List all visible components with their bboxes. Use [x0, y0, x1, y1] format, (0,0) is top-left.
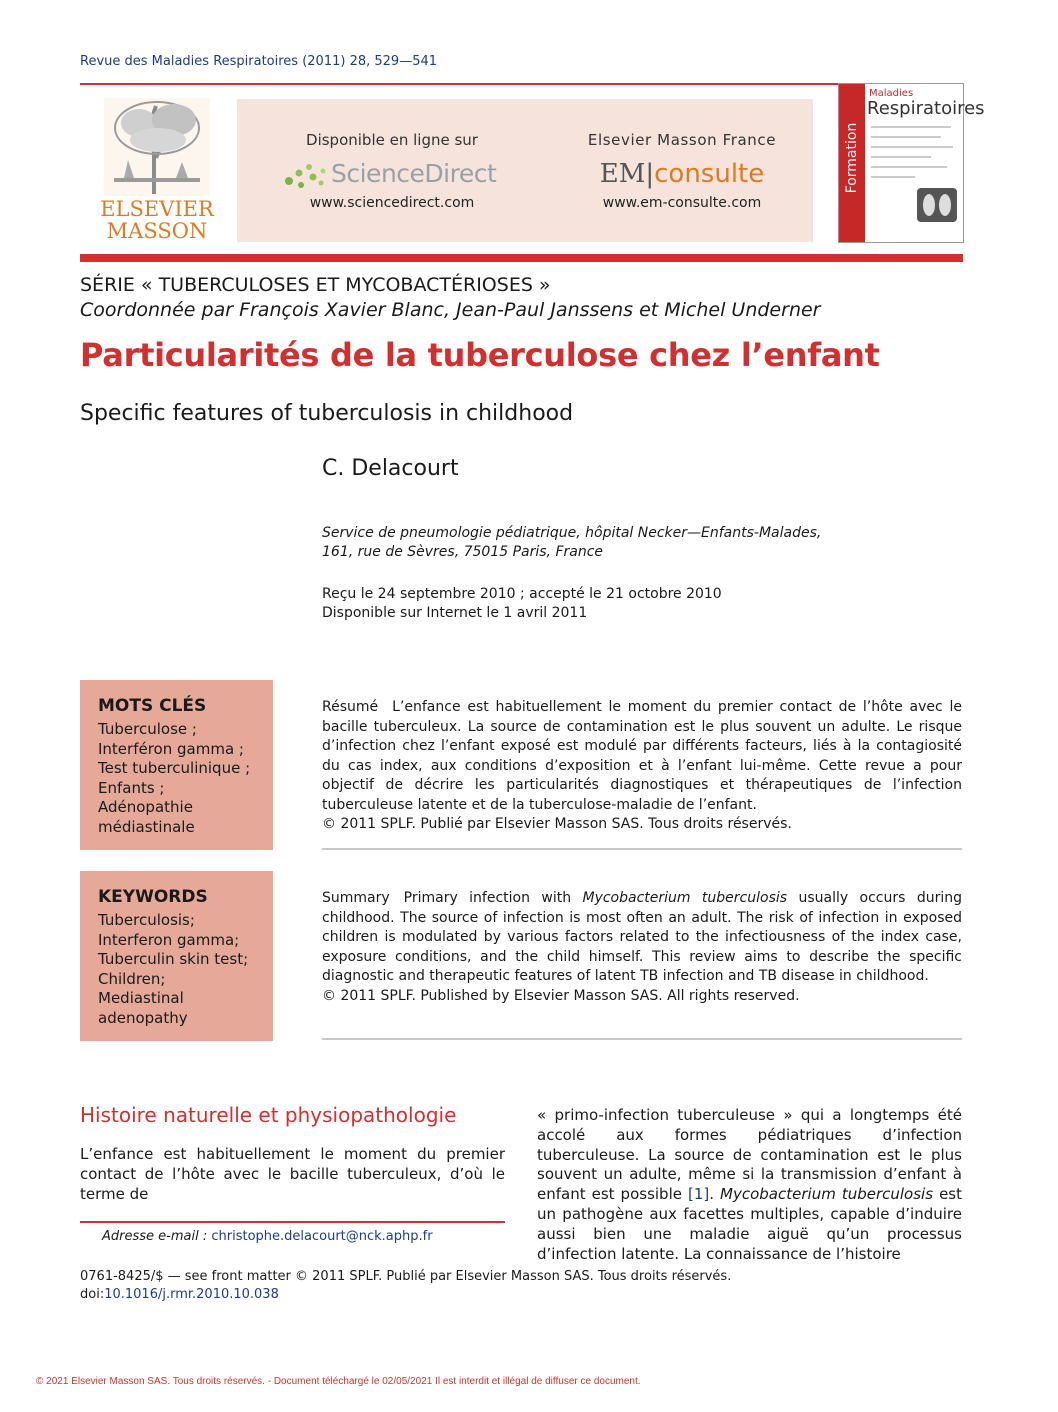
sciencedirect-logo — [277, 155, 507, 195]
em-consulte-block[interactable] — [567, 131, 797, 211]
keyword-item: Test tuberculinique ; — [98, 759, 251, 777]
cover-line — [871, 126, 951, 128]
keywords-list — [98, 911, 248, 1028]
keyword-item: Adénopathie — [98, 798, 193, 816]
footnote-label: Adresse e-mail : — [102, 1229, 208, 1244]
front-matter-line: 0761-8425/$ — see front matter © 2011 SPLF. Publié par Elsevier Masson SAS. Tous droits réservés. — [80, 1269, 732, 1284]
cover-band-label: Formation — [844, 122, 860, 194]
sciencedirect-block[interactable] — [277, 131, 507, 211]
sciencedirect-url[interactable]: www.sciencedirect.com — [309, 195, 475, 211]
doi-link[interactable]: 10.1016/j.rmr.2010.10.038 — [104, 1287, 279, 1302]
cover-band — [839, 84, 865, 242]
cover-line — [871, 156, 931, 158]
cover-line — [871, 146, 953, 148]
keyword-item: Tuberculin skin test; — [98, 950, 249, 968]
mots-cles-list — [98, 720, 250, 837]
sciencedirect-name: ScienceDirect — [331, 159, 497, 188]
sciencedirect-dots-icon — [281, 161, 331, 191]
abstract-divider — [322, 1038, 962, 1040]
keyword-item: médiastinale — [98, 817, 195, 836]
affiliation-line: Service de pneumologie pédiatrique, hôpital Necker—Enfants-Malades, — [322, 525, 822, 541]
em-consulte-url[interactable]: www.em-consulte.com — [602, 195, 762, 211]
em-logo-left: EM — [599, 159, 646, 189]
author-email-link[interactable]: christophe.delacourt@nck.aphp.fr — [211, 1229, 433, 1244]
body-text: est un pathogène aux facettes multiples, capable d’induire aussi bien une maladie aiguë qu’un processus d’infection latente. La connaissance de l’histoire — [537, 1185, 962, 1263]
cover-title: Respiratoires — [867, 98, 985, 119]
abstract-divider — [322, 848, 962, 850]
summary-lead: Summary — [322, 890, 390, 906]
keywords-box — [80, 871, 273, 1041]
article-subtitle: Specific features of tuberculosis in childhood — [80, 401, 574, 426]
doi-line — [80, 1287, 279, 1302]
em-logo-right: consulte — [654, 159, 765, 189]
keyword-item: Mediastinal — [98, 989, 184, 1007]
series-label: SÉRIE « TUBERCULOSES ET MYCOBACTÉRIOSES » — [80, 274, 551, 296]
summary-text-italic: Mycobacterium tuberculosis — [582, 890, 788, 906]
resume-copyright: © 2011 SPLF. Publié par Elsevier Masson SAS. Tous droits réservés. — [322, 816, 792, 832]
doi-label: doi: — [80, 1287, 105, 1302]
body-column-left: L’enfance est habituellement le moment du premier contact de l’hôte avec le bacille tuberculeux, d’où le terme de — [80, 1145, 505, 1203]
article-title: Particularités de la tuberculose chez l’enfant — [80, 336, 880, 374]
affiliation-line: 161, rue de Sèvres, 75015 Paris, France — [322, 544, 604, 560]
keyword-item: Interferon gamma; — [98, 930, 240, 949]
logo-word-masson: MASSON — [106, 219, 208, 243]
resume-text: L’enfance est habituellement le moment du premier contact de l’hôte avec le bacille tuberculeux. La source de contamination est le plus souvent un adulte. Le risque d’infection chez l’enfant exposé est modulé par différents facteurs, liés à la contagiosité du cas index, aux conditions d’exposition et à l’enfant lui-même. Cette revue a pour objectif de décrire les particularités diagnostiques et thérapeutiques de l’infection tuberculeuse latente et de la tuberculose-maladie de l’enfant. — [322, 699, 962, 813]
cover-line — [871, 136, 941, 138]
cover-title-small: Maladies — [869, 88, 914, 99]
summary-abstract — [322, 889, 962, 1006]
keyword-item: adenopathy — [98, 1008, 188, 1027]
keyword-item: Enfants ; — [98, 778, 165, 797]
header-top-rule — [80, 83, 963, 85]
resume-abstract — [322, 698, 962, 835]
sciencedirect-available-label: Disponible en ligne sur — [306, 131, 478, 149]
journal-reference: Revue des Maladies Respiratoires (2011) 28, 529—541 — [80, 54, 438, 69]
summary-copyright: © 2011 SPLF. Published by Elsevier Masson SAS. All rights reserved. — [322, 987, 800, 1004]
em-logo-separator: | — [645, 159, 655, 189]
mots-cles-box — [80, 680, 273, 850]
header-bottom-rule — [80, 254, 963, 262]
em-publisher-label: Elsevier Masson France — [587, 131, 777, 149]
cover-line — [871, 166, 947, 168]
keyword-item: Interféron gamma ; — [98, 739, 244, 758]
elsevier-tree-icon — [104, 98, 210, 196]
section-heading: Histoire naturelle et physiopathologie — [80, 1103, 457, 1127]
keywords-title: KEYWORDS — [98, 887, 208, 907]
journal-cover-image — [838, 83, 985, 243]
body-text-italic: Mycobacterium tuberculosis — [720, 1185, 934, 1204]
cover-xray-image — [917, 188, 957, 222]
em-consulte-logo — [567, 159, 797, 189]
series-coordinators: Coordonnée par François Xavier Blanc, Jean-Paul Janssens et Michel Underner — [80, 299, 821, 321]
keyword-item: Tuberculose ; — [98, 720, 197, 738]
publisher-banner — [237, 99, 813, 242]
received-accepted-date: Reçu le 24 septembre 2010 ; accepté le 21 octobre 2010 — [322, 586, 722, 602]
summary-text-after: usually occurs during childhood. The source of infection is most often an adult. The risk of infection in exposed children is modulated by various factors related to the infectiousness of the index case, exposure conditions, and the child himself. This review aims to describe the specific diagnostic and therapeutic features of latent TB infection and TB disease in childhood. — [322, 890, 962, 984]
elsevier-masson-logo — [92, 98, 222, 248]
author-name: C. Delacourt — [322, 456, 459, 481]
keyword-item: Tuberculosis; — [98, 911, 195, 929]
reference-link[interactable]: [1] — [688, 1185, 710, 1204]
body-text: « primo-infection tuberculeuse » qui a longtemps été accolé aux formes pédiatriques d’infection tuberculeuse. La source de contamination est le plus souvent un adulte, même si la transmission d’enfant à enfant est possible — [537, 1106, 962, 1204]
summary-text-before: Primary infection with — [403, 890, 583, 906]
keyword-item: Children; — [98, 969, 166, 988]
author-affiliation — [322, 524, 821, 562]
body-column-right — [537, 1106, 962, 1264]
mots-cles-title: MOTS CLÉS — [98, 696, 207, 716]
article-dates — [322, 585, 722, 623]
resume-lead: Résumé — [322, 699, 379, 715]
footnote-rule — [80, 1221, 505, 1223]
logo-word-elsevier: ELSEVIER — [100, 197, 214, 221]
download-watermark-note: © 2021 Elsevier Masson SAS. Tous droits réservés. - Document téléchargé le 02/05/2021 Il est interdit et illégal de diffuser ce document. — [36, 1376, 641, 1387]
online-date: Disponible sur Internet le 1 avril 2011 — [322, 605, 588, 621]
body-text: . — [709, 1185, 721, 1204]
cover-line — [871, 176, 915, 178]
footnote — [102, 1229, 433, 1244]
